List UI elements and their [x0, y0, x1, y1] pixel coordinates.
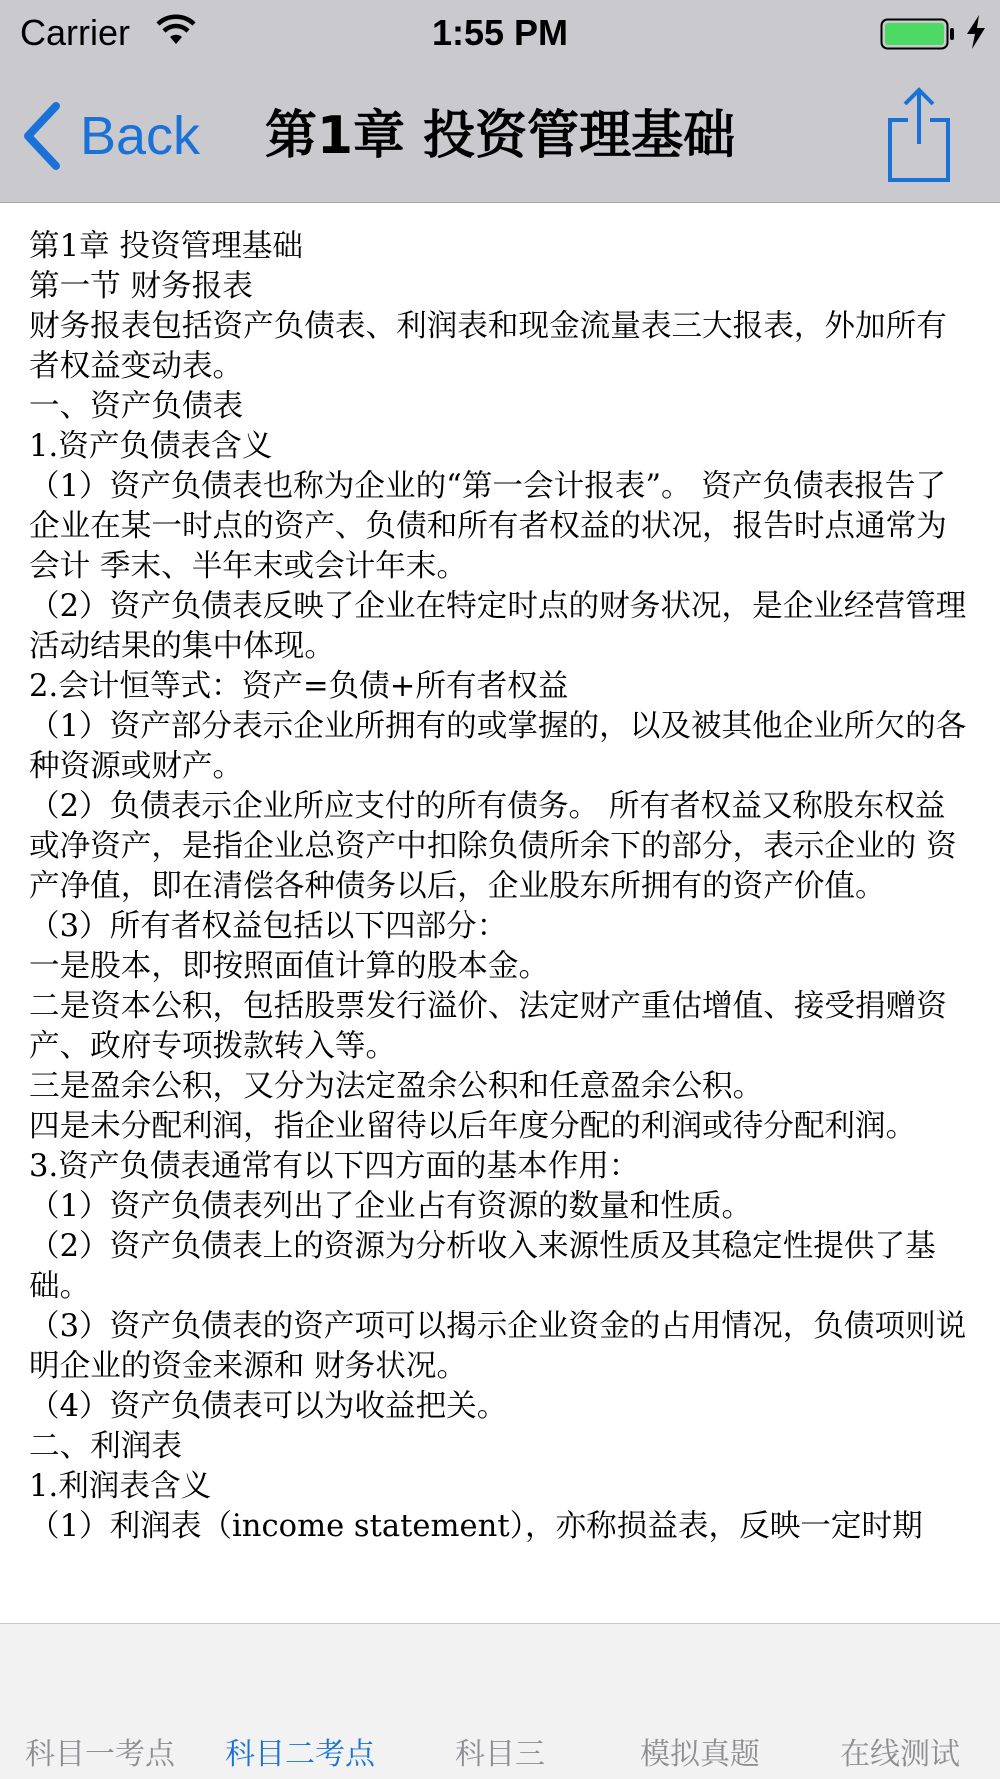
article-text	[29, 227, 971, 1547]
paragraph: （3）资产负债表的资产项可以揭示企业资金的占用情况，负债项则说明企业的资金来源和 财务状况。	[29, 1309, 967, 1384]
header	[0, 0, 1000, 203]
paragraph: （1）资产负债表列出了企业占有资源的数量和性质。	[29, 1189, 753, 1224]
tab-label: 科目三	[455, 1737, 545, 1772]
paragraph: 1.利润表含义	[29, 1469, 212, 1504]
tab-bar	[0, 1623, 1000, 1779]
paragraph: 四是未分配利润，指企业留待以后年度分配的利润或待分配利润。	[29, 1109, 917, 1144]
navigation-bar	[0, 68, 1000, 202]
paragraph: 一、资产负债表	[29, 389, 244, 424]
battery-icon	[880, 18, 956, 50]
paragraph: （2）资产负债表反映了企业在特定时点的财务状况，是企业经营管理活动结果的集中体现。	[29, 589, 967, 664]
share-icon[interactable]	[886, 86, 952, 182]
carrier-label: Carrier	[20, 12, 131, 53]
paragraph: （3）所有者权益包括以下四部分：	[29, 909, 508, 944]
article-content[interactable]	[0, 203, 1000, 1623]
paragraph: （1）利润表（income statement），亦称损益表，反映一定时期	[29, 1509, 923, 1544]
paragraph: 第1章 投资管理基础	[29, 229, 303, 264]
paragraph: 3.资产负债表通常有以下四方面的基本作用：	[29, 1149, 640, 1184]
paragraph: 1.资产负债表含义	[29, 429, 273, 464]
tab-label: 在线测试	[840, 1737, 960, 1772]
back-label: Back	[80, 106, 201, 166]
tab-3[interactable]	[400, 1624, 600, 1779]
status-time: 1:55 PM	[431, 12, 569, 53]
paragraph: 二是资本公积，包括股票发行溢价、法定财产重估增值、接受捐赠资产、政府专项拨款转入等。	[29, 989, 947, 1064]
paragraph: （1）资产部分表示企业所拥有的或掌握的，以及被其他企业所欠的各种资源或财产。	[29, 709, 967, 784]
status-bar	[0, 0, 1000, 68]
paragraph: 一是股本，即按照面值计算的股本金。	[29, 949, 550, 984]
charging-bolt-icon	[964, 14, 988, 50]
tab-label: 模拟真题	[640, 1737, 760, 1772]
tab-1[interactable]	[0, 1624, 200, 1779]
paragraph: （4）资产负债表可以为收益把关。	[29, 1389, 508, 1424]
paragraph: 二、利润表	[29, 1429, 182, 1464]
paragraph: 财务报表包括资产负债表、利润表和现金流量表三大报表，外加所有者权益变动表。	[29, 309, 947, 384]
paragraph: （1）资产负债表也称为企业的“第一会计报表”。 资产负债表报告了企业在某一时点的资产、负债和所有者权益的状况，报告时点通常为会计 季末、半年末或会计年末。	[29, 469, 947, 584]
tab-label: 科目二考点	[225, 1737, 375, 1772]
paragraph: 2.会计恒等式：资产=负债+所有者权益	[29, 669, 569, 704]
tab-4[interactable]	[600, 1624, 800, 1779]
paragraph: 三是盈余公积，又分为法定盈余公积和任意盈余公积。	[29, 1069, 764, 1104]
tab-2[interactable]	[200, 1624, 400, 1779]
tab-5[interactable]	[800, 1624, 1000, 1779]
page-title: 第1章 投资管理基础	[264, 106, 736, 166]
tab-label: 科目一考点	[25, 1737, 175, 1772]
paragraph: （2）资产负债表上的资源为分析收入来源性质及其稳定性提供了基础。	[29, 1229, 936, 1304]
paragraph: 第一节 财务报表	[29, 269, 253, 304]
paragraph: （2）负债表示企业所应支付的所有债务。 所有者权益又称股东权益或净资产，是指企业总资产中扣除负债所余下的部分，表示企业的 资产净值，即在清偿各种债务以后，企业股东所拥有的资产价值。	[29, 789, 957, 904]
